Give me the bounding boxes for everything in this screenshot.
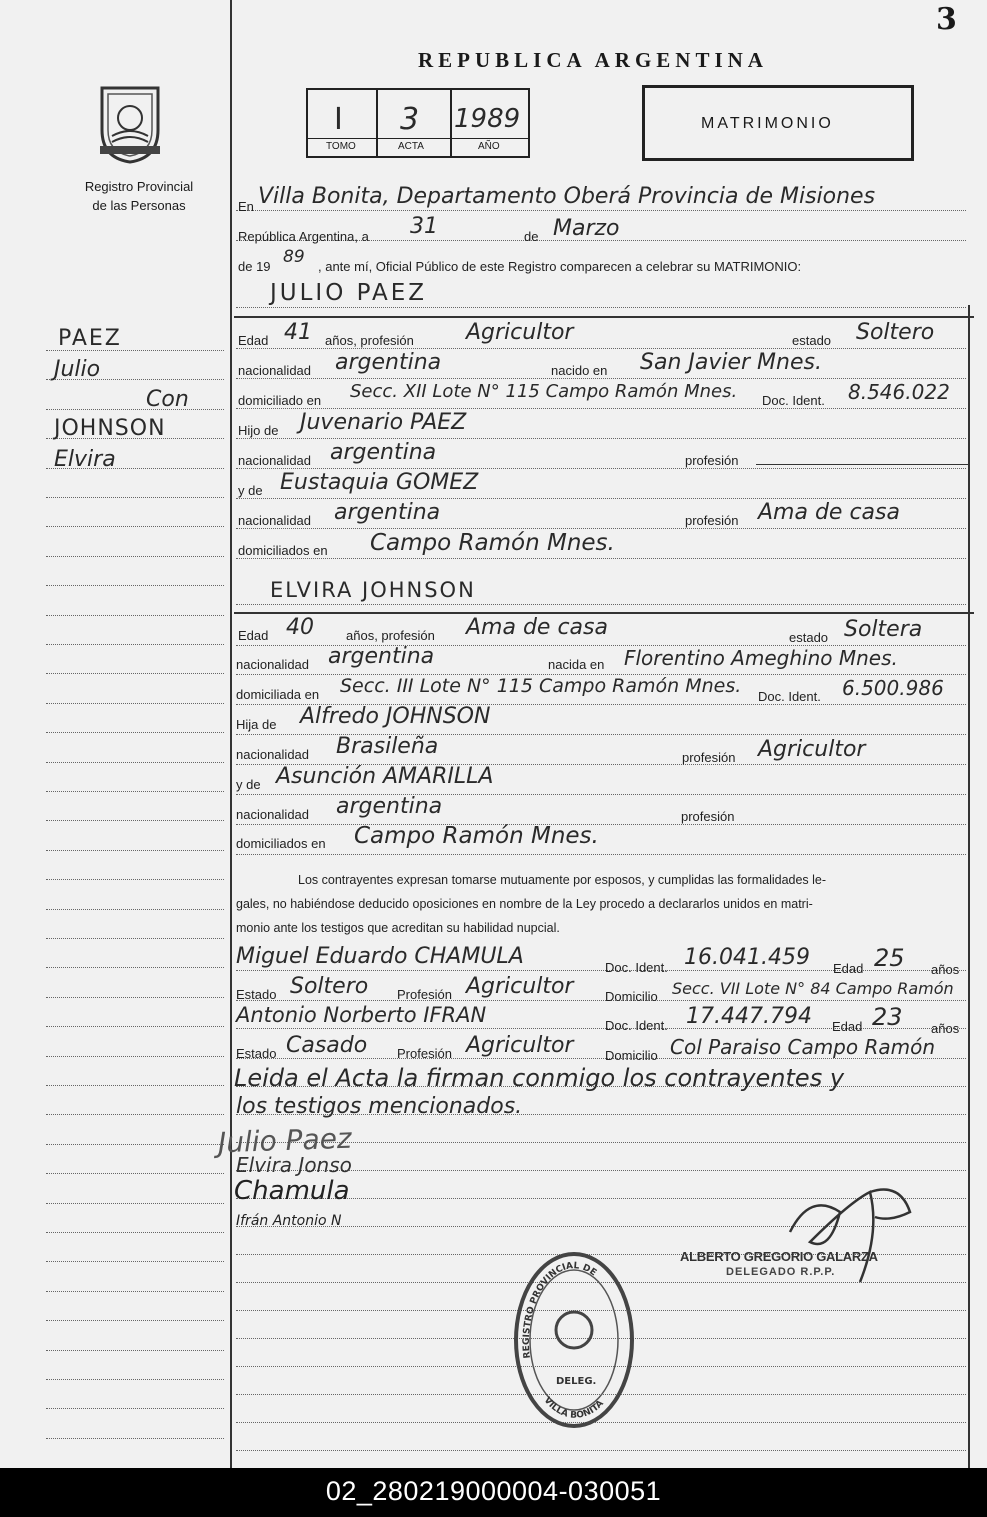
sidebar-rule-line bbox=[46, 967, 224, 968]
sidebar-rule-line bbox=[46, 1232, 224, 1233]
groom-estado-label: estado bbox=[792, 333, 832, 348]
sidebar-rule-line bbox=[46, 615, 224, 616]
sidebar-rule-line bbox=[46, 1144, 224, 1145]
bride-nacida: Florentino Ameghino Mnes. bbox=[624, 646, 898, 670]
groom-domicilio: Secc. XII Lote N° 115 Campo Ramón Mnes. bbox=[350, 381, 738, 402]
official-name: ALBERTO GREGORIO GALARZA bbox=[680, 1249, 878, 1264]
sidebar-rule-line bbox=[46, 673, 224, 674]
sidebar-connector: Con bbox=[146, 387, 189, 412]
sidebar-surname-2: JOHNSON bbox=[54, 416, 166, 441]
right-border bbox=[968, 305, 970, 1468]
sidebar-rule-line bbox=[46, 1026, 224, 1027]
sidebar-rule-line bbox=[46, 1408, 224, 1409]
country-title: REPUBLICA ARGENTINA bbox=[418, 48, 768, 72]
groom-doc: 8.546.022 bbox=[848, 380, 950, 404]
acta-label: ACTA bbox=[398, 141, 424, 152]
sidebar-rule-line bbox=[46, 938, 224, 939]
bride-profesion-label: años, profesión bbox=[346, 628, 435, 643]
groom-doc-label: Doc. Ident. bbox=[762, 393, 825, 408]
sidebar-rule-line bbox=[46, 1291, 224, 1292]
groom-father-nac: argentina bbox=[330, 440, 437, 465]
bride-separator bbox=[234, 612, 974, 614]
main-rule-line bbox=[236, 824, 966, 825]
sidebar-surname-1: PAEZ bbox=[58, 326, 122, 351]
witness-1-estado-label: Estado bbox=[236, 987, 277, 1002]
bride-name: ELVIRA JOHNSON bbox=[270, 578, 476, 602]
blank-profession-line bbox=[756, 464, 970, 465]
bride-mother-prof-label: profesión bbox=[681, 809, 735, 824]
witness-2-profesion: Agricultor bbox=[466, 1033, 574, 1058]
column-divider bbox=[230, 0, 232, 1468]
main-rule-line bbox=[236, 604, 966, 605]
bride-yde-label: y de bbox=[236, 777, 261, 792]
witness-2-doc-label: Doc. Ident. bbox=[605, 1018, 668, 1033]
stamp-bottom-text: VILLA BONITA bbox=[541, 1395, 606, 1421]
sidebar-rule-line bbox=[46, 879, 224, 880]
witness-2-anos: años bbox=[931, 1021, 960, 1036]
witness-2-edad-label: Edad bbox=[832, 1019, 863, 1034]
sidebar-rule-line bbox=[46, 644, 224, 645]
sidebar-rule-line bbox=[46, 703, 224, 704]
sidebar-rule-line bbox=[46, 585, 224, 586]
groom-mother-nac-label: nacionalidad bbox=[238, 513, 312, 528]
witness-1-doc: 16.041.459 bbox=[684, 945, 810, 970]
main-rule-line bbox=[236, 498, 966, 499]
en-label: En bbox=[238, 199, 254, 214]
groom-nacionalidad: argentina bbox=[335, 350, 442, 375]
witness-2-dom-label: Domicilio bbox=[605, 1048, 658, 1063]
sidebar-rule-line bbox=[46, 1350, 224, 1351]
sidebar-rule-line bbox=[46, 762, 224, 763]
bride-estado-label: estado bbox=[789, 630, 829, 645]
sidebar-rule-line bbox=[46, 850, 224, 851]
document-type: MATRIMONIO bbox=[701, 115, 834, 132]
bride-mother: Asunción AMARILLA bbox=[276, 764, 494, 789]
bride-doc: 6.500.986 bbox=[842, 676, 944, 700]
bride-hija-label: Hija de bbox=[236, 717, 277, 732]
witness-1-anos: años bbox=[931, 962, 960, 977]
republica-label: República Argentina, a bbox=[238, 229, 369, 244]
groom-yde-label: y de bbox=[238, 483, 263, 498]
main-rule-line bbox=[236, 438, 966, 439]
main-rule-line bbox=[236, 1000, 966, 1001]
registry-line-2: de las Personas bbox=[92, 198, 186, 213]
stamp-mid-text: DELEG. bbox=[556, 1376, 597, 1387]
bride-domicilio: Secc. III Lote N° 115 Campo Ramón Mnes. bbox=[340, 675, 742, 697]
sidebar-rule-line bbox=[46, 497, 224, 498]
bride-nacida-label: nacida en bbox=[548, 657, 605, 672]
bride-father-prof: Agricultor bbox=[758, 737, 866, 762]
witness-2-doc: 17.447.794 bbox=[686, 1004, 812, 1029]
groom-parents-dom-label: domiciliados en bbox=[238, 543, 328, 558]
sidebar-rule-line bbox=[46, 409, 224, 410]
sidebar-rule-line bbox=[46, 1203, 224, 1204]
sidebar-rule-line bbox=[46, 1114, 224, 1115]
tomo-acta-ano-box bbox=[306, 88, 530, 158]
groom-edad: 41 bbox=[284, 320, 312, 345]
main-rule-line bbox=[236, 210, 966, 211]
groom-mother-prof: Ama de casa bbox=[758, 500, 900, 525]
sidebar-rule-line bbox=[46, 820, 224, 821]
de-label: de bbox=[524, 229, 539, 244]
groom-father-nac-label: nacionalidad bbox=[238, 453, 312, 468]
tomo-label: TOMO bbox=[326, 141, 356, 152]
sidebar-rule-line bbox=[46, 1085, 224, 1086]
groom-dom-label: domiciliado en bbox=[238, 393, 322, 408]
closing-line-1: Leida el Acta la firman conmigo los contrayentes y bbox=[234, 1064, 845, 1092]
groom-mother-prof-label: profesión bbox=[685, 513, 739, 528]
stamp-top-text: REGISTRO PROVINCIAL DE bbox=[521, 1261, 599, 1359]
main-rule-line bbox=[236, 408, 966, 409]
witness-2-estado-label: Estado bbox=[236, 1046, 277, 1061]
sidebar-rule-line bbox=[46, 1173, 224, 1174]
year-suffix: 89 bbox=[283, 247, 305, 267]
registry-name bbox=[74, 177, 204, 215]
main-rule-line bbox=[236, 558, 966, 559]
groom-father-prof-label: profesión bbox=[685, 453, 739, 468]
sidebar-rule-line bbox=[46, 1438, 224, 1439]
signature-bride: Elvira Jonso bbox=[236, 1153, 352, 1177]
signature-witness-2: Ifrán Antonio N bbox=[236, 1213, 342, 1229]
closing-line-2: los testigos mencionados. bbox=[236, 1094, 523, 1119]
sidebar-rule-line bbox=[46, 526, 224, 527]
groom-name: JULIO PAEZ bbox=[270, 280, 428, 306]
witness-1-edad-label: Edad bbox=[833, 961, 864, 976]
declaration-line-1: Los contrayentes expresan tomarse mutuamente por esposos, y cumplidas las formalidades le- bbox=[298, 873, 827, 887]
bride-profesion: Ama de casa bbox=[466, 615, 608, 640]
sidebar-rule-line bbox=[46, 909, 224, 910]
month: Marzo bbox=[553, 216, 620, 241]
sidebar-rule-line bbox=[46, 1379, 224, 1380]
bride-nacionalidad: argentina bbox=[328, 644, 435, 669]
bride-mother-nac: argentina bbox=[336, 794, 443, 819]
witness-1-dom-label: Domicilio bbox=[605, 989, 658, 1004]
groom-parents-dom: Campo Ramón Mnes. bbox=[370, 530, 615, 556]
groom-profesion: Agricultor bbox=[466, 320, 574, 345]
witness-1-doc-label: Doc. Ident. bbox=[605, 960, 668, 975]
sidebar-rule-line bbox=[46, 1056, 224, 1057]
page-number: 3 bbox=[936, 2, 957, 37]
groom-nacido: San Javier Mnes. bbox=[640, 350, 822, 375]
groom-nac-label: nacionalidad bbox=[238, 363, 312, 378]
bride-parents-dom-label: domiciliados en bbox=[236, 836, 326, 851]
main-rule-line bbox=[236, 468, 966, 469]
declaration-line-2: gales, no habiéndose deducido oposiciones en nombre de la Ley procedo a declararlos unidos en matri- bbox=[236, 897, 813, 911]
declaration-line-3: monio ante los testigos que acreditan su habilidad nupcial. bbox=[236, 921, 560, 935]
witness-2-domicilio: Col Paraiso Campo Ramón bbox=[670, 1035, 936, 1059]
witness-1-name: Miguel Eduardo CHAMULA bbox=[236, 944, 524, 969]
groom-father: Juvenario PAEZ bbox=[300, 410, 467, 435]
province-seal-icon bbox=[96, 80, 164, 164]
groom-profesion-label: años, profesión bbox=[325, 333, 414, 348]
bride-father-prof-label: profesión bbox=[682, 750, 736, 765]
main-rule-line bbox=[236, 854, 966, 855]
official-title: DELEGADO R.P.P. bbox=[726, 1266, 836, 1278]
groom-estado: Soltero bbox=[856, 320, 935, 345]
tomo-value: I bbox=[334, 102, 343, 137]
year-prefix: de 19 bbox=[238, 259, 271, 274]
witness-1-domicilio: Secc. VII Lote N° 84 Campo Ramón bbox=[672, 979, 954, 998]
sidebar-firstname-1: Julio bbox=[54, 357, 101, 382]
main-rule-line bbox=[236, 378, 966, 379]
acta-value: 3 bbox=[400, 102, 420, 137]
bride-estado: Soltera bbox=[844, 617, 923, 642]
sidebar-rule-line bbox=[46, 1320, 224, 1321]
groom-hijo-label: Hijo de bbox=[238, 423, 279, 438]
groom-separator bbox=[234, 316, 974, 318]
groom-edad-label: Edad bbox=[238, 333, 269, 348]
bride-nac-label: nacionalidad bbox=[236, 657, 310, 672]
matrimonio-box bbox=[642, 85, 914, 161]
bride-father: Alfredo JOHNSON bbox=[300, 704, 491, 729]
sidebar-rule-line bbox=[46, 732, 224, 733]
witness-1-estado: Soltero bbox=[290, 974, 369, 999]
bride-dom-label: domiciliada en bbox=[236, 687, 320, 702]
main-rule-line bbox=[236, 307, 966, 308]
main-rule-line bbox=[236, 1450, 966, 1451]
bride-father-nac: Brasileña bbox=[336, 734, 439, 759]
footer-code: 02_280219000004-030051 bbox=[0, 1468, 987, 1517]
sidebar-rule-line bbox=[46, 556, 224, 557]
witness-2-estado: Casado bbox=[286, 1033, 368, 1058]
declaration bbox=[236, 868, 826, 940]
ano-label: AÑO bbox=[478, 141, 500, 152]
bride-edad-label: Edad bbox=[238, 628, 269, 643]
registry-line-1: Registro Provincial bbox=[84, 179, 194, 194]
witness-1-prof-label: Profesión bbox=[397, 987, 452, 1002]
groom-mother: Eustaquia GOMEZ bbox=[280, 470, 479, 495]
bride-mother-nac-label: nacionalidad bbox=[236, 807, 310, 822]
groom-mother-nac: argentina bbox=[334, 500, 441, 525]
witness-2-prof-label: Profesión bbox=[397, 1046, 452, 1061]
bride-doc-label: Doc. Ident. bbox=[758, 689, 821, 704]
groom-nacido-label: nacido en bbox=[551, 363, 608, 378]
sidebar-rule-line bbox=[46, 997, 224, 998]
bride-edad: 40 bbox=[286, 615, 314, 640]
ano-value: 1989 bbox=[454, 104, 521, 134]
bride-parents-dom: Campo Ramón Mnes. bbox=[354, 823, 599, 849]
main-rule-line bbox=[236, 528, 966, 529]
place: Villa Bonita, Departamento Oberá Provincia de Misiones bbox=[258, 184, 876, 209]
sidebar-rule-line bbox=[46, 791, 224, 792]
main-rule-line bbox=[236, 348, 966, 349]
signature-witness-1: Chamula bbox=[234, 1176, 350, 1206]
bride-father-nac-label: nacionalidad bbox=[236, 747, 310, 762]
statement: , ante mí, Oficial Público de este Registro comparecen a celebrar su MATRIMONIO: bbox=[318, 259, 802, 274]
witness-2-name: Antonio Norberto IFRAN bbox=[236, 1003, 487, 1027]
day: 31 bbox=[410, 214, 438, 239]
witness-1-edad: 25 bbox=[874, 944, 905, 972]
signature-groom: Julio Paez bbox=[217, 1121, 353, 1160]
sidebar-rule-line bbox=[46, 1261, 224, 1262]
witness-2-edad: 23 bbox=[872, 1003, 903, 1031]
witness-1-profesion: Agricultor bbox=[466, 974, 574, 999]
sidebar-firstname-2: Elvira bbox=[54, 447, 116, 472]
registry-stamp-icon bbox=[510, 1248, 638, 1430]
